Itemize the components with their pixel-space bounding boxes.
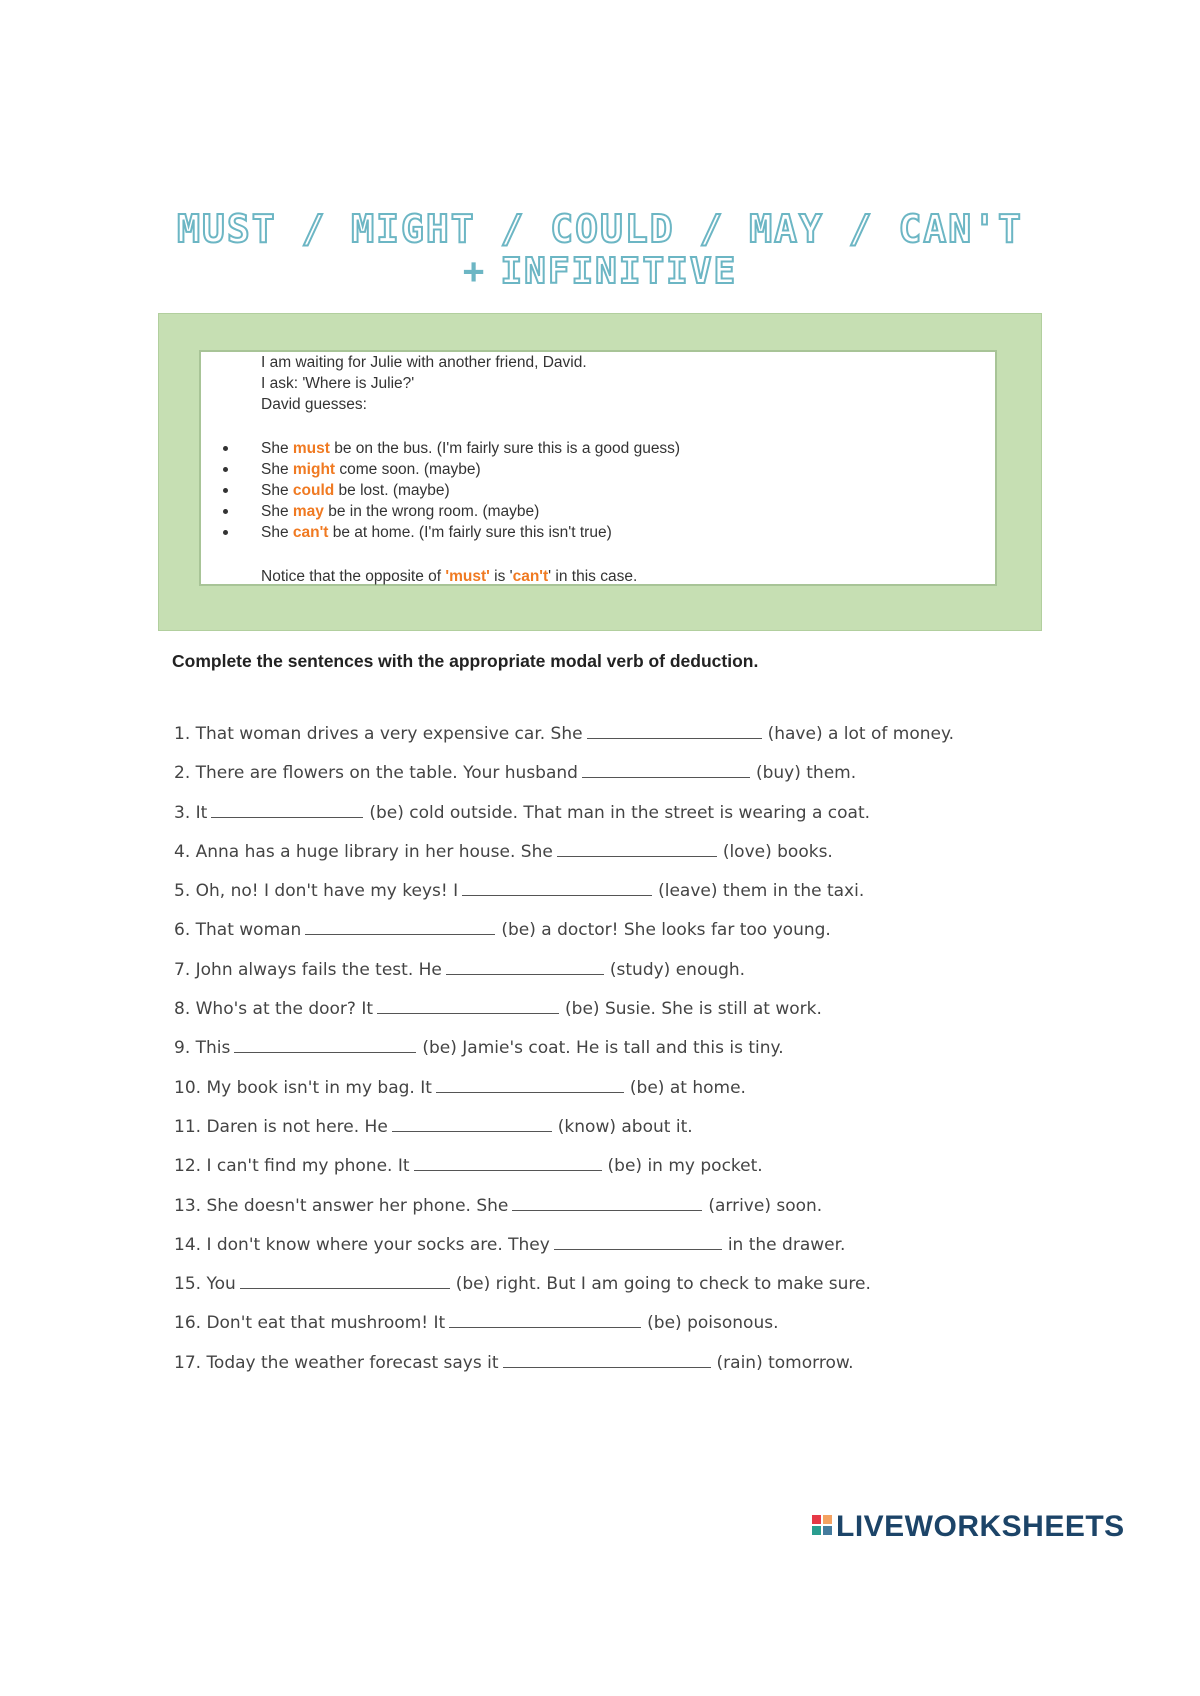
explanation-box [199,350,997,586]
modal-verb: could [292,482,335,499]
example-subject: She [261,482,293,499]
exercise-item [174,918,954,957]
answer-blank[interactable] [557,842,717,857]
worksheet-title [0,208,1200,292]
example-subject: She [261,503,293,520]
example-list [221,438,680,543]
exercise-text-after: (study) enough. [609,959,746,980]
answer-blank[interactable] [449,1313,641,1328]
answer-blank[interactable] [503,1353,711,1368]
exercise-text-after: (be) in my pocket. [607,1156,763,1177]
exercise-text-before: 2. There are flowers on the table. Your husband [174,763,578,784]
logo-square [823,1526,832,1535]
example-rest: be on the bus. (I'm fairly sure this is a good guess) [329,440,681,457]
intro-line: David guesses: [261,396,367,413]
exercise-text-before: 8. Who's at the door? It [174,999,374,1020]
exercise-text-after: (rain) tomorrow. [716,1352,854,1373]
answer-blank[interactable] [240,1274,450,1289]
logo-square [812,1515,821,1524]
logo-square [823,1515,832,1524]
exercise-text-before: 4. Anna has a huge library in her house. She [174,841,553,862]
answer-blank[interactable] [582,763,750,778]
modal-verb: can't [292,524,329,541]
answer-blank[interactable] [211,803,363,818]
notice-modal-must: 'must' [445,568,490,585]
exercise-item [174,1154,954,1193]
exercise-text-before: 10. My book isn't in my bag. It [174,1077,432,1098]
exercise-text-before: 5. Oh, no! I don't have my keys! I [174,881,459,902]
exercise-item [174,1115,954,1154]
brand-name: LIVEWORKSHEETS [836,1510,1125,1543]
example-rest: be in the wrong room. (maybe) [323,503,540,520]
exercise-text-after: (love) books. [722,841,833,862]
logo-square [812,1526,821,1535]
exercise-list [174,722,954,1390]
example-subject: She [261,524,293,541]
exercise-item [174,1272,954,1311]
answer-blank[interactable] [512,1196,702,1211]
exercise-item [174,1311,954,1350]
example-subject: She [261,461,293,478]
answer-blank[interactable] [305,920,495,935]
exercise-instruction: Complete the sentences with the appropriate modal verb of deduction. [172,651,759,671]
modal-verb: might [292,461,336,478]
answer-blank[interactable] [587,724,762,739]
title-plus: + [462,251,487,292]
exercise-text-after: (be) a doctor! She looks far too young. [501,920,831,941]
exercise-text-before: 6. That woman [174,920,302,941]
example-rest: come soon. (maybe) [335,461,481,478]
exercise-item [174,1036,954,1075]
notice-pre: Notice that the opposite of [261,568,446,585]
exercise-text-before: 17. Today the weather forecast says it [174,1352,499,1373]
example-rest: be lost. (maybe) [334,482,450,499]
example-item [221,501,680,522]
explanation-panel [158,313,1042,631]
exercise-item [174,801,954,840]
exercise-text-before: 11. Daren is not here. He [174,1116,388,1137]
exercise-text-after: (be) poisonous. [647,1313,779,1334]
example-subject: She [261,440,293,457]
exercise-text-after: (know) about it. [557,1116,693,1137]
exercise-item [174,958,954,997]
intro-line: I ask: 'Where is Julie?' [261,375,415,392]
exercise-item [174,722,954,761]
example-item [221,459,680,480]
exercise-text-after: (be) Susie. She is still at work. [565,999,822,1020]
exercise-text-after: (be) Jamie's coat. He is tall and this is tiny. [422,1038,784,1059]
exercise-item [174,1233,954,1272]
exercise-text-after: (buy) them. [755,763,857,784]
exercise-text-after: (be) cold outside. That man in the street is wearing a coat. [369,802,871,823]
example-rest: be at home. (I'm fairly sure this isn't true) [328,524,612,541]
example-item [221,438,680,459]
exercise-text-after: in the drawer. [727,1234,846,1255]
exercise-text-before: 1. That woman drives a very expensive car. She [174,724,583,744]
liveworksheets-logo[interactable] [812,1510,1125,1544]
answer-blank[interactable] [446,960,604,975]
exercise-text-before: 12. I can't find my phone. It [174,1156,410,1177]
exercise-text-before: 3. It [174,802,208,823]
notice-modal-cant: can't [512,568,549,585]
notice-mid: is ' [489,568,513,585]
notice-post: ' in this case. [548,568,638,585]
notice-text [261,566,637,587]
exercise-text-after: (arrive) soon. [708,1195,823,1216]
answer-blank[interactable] [554,1235,722,1250]
exercise-text-before: 9. This [174,1038,231,1059]
exercise-text-before: 7. John always fails the test. He [174,959,442,980]
exercise-text-before: 15. You [174,1274,236,1295]
answer-blank[interactable] [377,999,559,1014]
exercise-item [174,1351,954,1390]
exercise-item [174,1194,954,1233]
exercise-text-before: 13. She doesn't answer her phone. She [174,1195,509,1216]
title-line-1: MUST / MIGHT / COULD / MAY / CAN'T [177,207,1023,251]
explanation-intro [261,352,587,415]
answer-blank[interactable] [414,1156,602,1171]
modal-verb: may [292,503,324,520]
exercise-item [174,1076,954,1115]
exercise-item [174,761,954,800]
answer-blank[interactable] [462,881,652,896]
exercise-text-after: (leave) them in the taxi. [658,881,865,902]
exercise-item [174,879,954,918]
answer-blank[interactable] [436,1078,624,1093]
liveworksheets-logo-icon [812,1515,832,1535]
answer-blank[interactable] [234,1038,416,1053]
exercise-item [174,997,954,1036]
exercise-text-after: (be) right. But I am going to check to make sure. [455,1274,871,1295]
title-infinitive: INFINITIVE [500,251,738,292]
exercise-text-after: (be) at home. [629,1077,746,1098]
example-item [221,480,680,501]
exercise-item [174,840,954,879]
example-item [221,522,680,543]
title-line-2 [0,252,1200,292]
answer-blank[interactable] [392,1117,552,1132]
exercise-text-before: 14. I don't know where your socks are. They [174,1234,550,1255]
exercise-text-before: 16. Don't eat that mushroom! It [174,1313,446,1334]
modal-verb: must [292,440,330,457]
intro-line: I am waiting for Julie with another friend, David. [261,354,587,371]
exercise-text-after: (have) a lot of money. [767,724,955,744]
